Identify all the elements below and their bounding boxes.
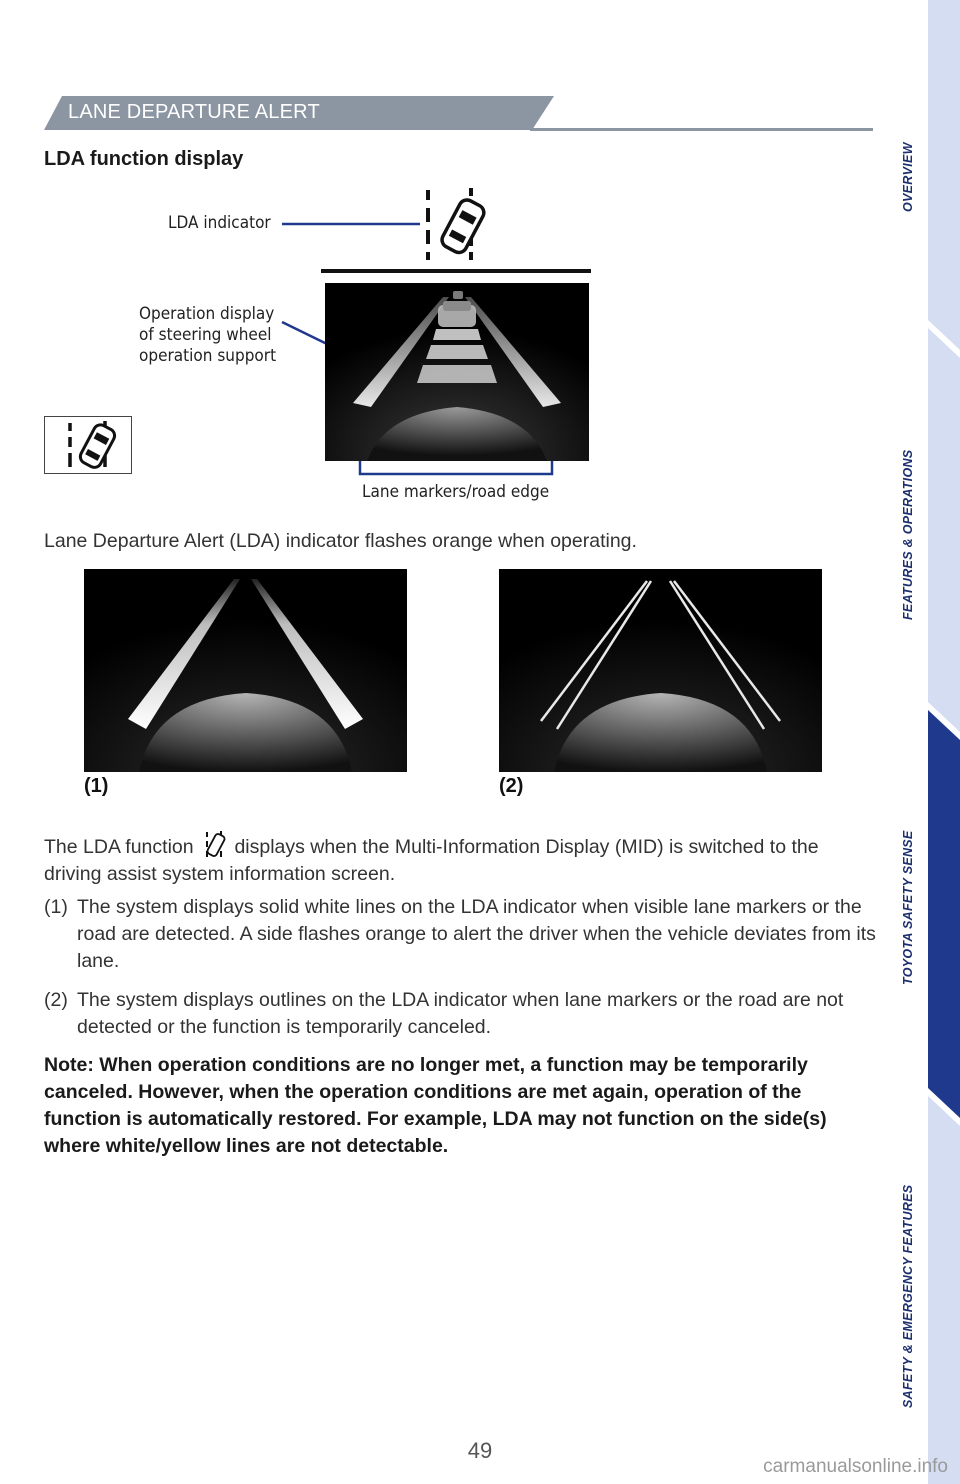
list-item: [44, 987, 880, 1041]
body-text-part1: The LDA function: [44, 836, 194, 858]
list-item: [44, 894, 880, 975]
page-number: 49: [467, 1438, 493, 1463]
section-title: LDA function display: [44, 148, 244, 170]
intro-paragraph: Lane Departure Alert (LDA) indicator flashes orange when operating.: [44, 530, 637, 552]
watermark: carmanualsonline.info: [763, 1456, 948, 1477]
nav-label-features[interactable]: FEATURES & OPERATIONS: [901, 449, 915, 620]
section-header-title: LANE DEPARTURE ALERT: [68, 101, 320, 123]
list-number: (1): [44, 896, 68, 918]
figure-solid-lines: [84, 569, 407, 772]
nav-tab-emergency: [928, 1096, 960, 1484]
lda-operation-display-image: [325, 283, 589, 461]
figure-outline-lines: [499, 569, 822, 772]
lda-outline-icon: [45, 417, 131, 473]
callout-operation-display: Operation display of steering wheel operation support: [139, 304, 277, 366]
note-paragraph: Note: When operation conditions are no longer met, a function may be temporarily canceled. However, when the operation conditions are met again, operation of the function is automatically restored. For example, LDA may not function on the side(s) where white/yellow lines are not detectable.: [44, 1054, 827, 1157]
figure-2-label: (2): [499, 775, 524, 797]
lda-indicator-icon: [428, 188, 487, 260]
list-text: The system displays solid white lines on the LDA indicator when visible lane markers or the road are detected. A side flashes orange to alert the driver when the vehicle deviates from its lane.: [77, 896, 876, 972]
body-text-part2: displays when the Multi-Information Display (MID) is switched to the driving assist system information screen.: [44, 836, 819, 885]
display-divider: [321, 269, 591, 273]
figure-1-label: (1): [84, 775, 109, 797]
nav-label-safety-sense[interactable]: TOYOTA SAFETY SENSE: [901, 830, 915, 985]
callout-lda-indicator: LDA indicator: [168, 213, 271, 233]
nav-label-overview[interactable]: OVERVIEW: [901, 142, 915, 212]
nav-tab-safety-sense: [928, 710, 960, 1118]
list-text: The system displays outlines on the LDA indicator when lane markers or the road are not detected or the function is temporarily canceled.: [77, 989, 844, 1038]
callout-lane-markers: Lane markers/road edge: [362, 482, 550, 502]
side-navigation: [928, 0, 960, 1484]
nav-label-emergency[interactable]: SAFETY & EMERGENCY FEATURES: [901, 1184, 915, 1408]
body-paragraph: [44, 829, 874, 888]
lda-indicator-outline-box: [44, 416, 132, 474]
lda-inline-icon: [199, 829, 229, 859]
nav-tab-overview: [928, 0, 960, 350]
list-number: (2): [44, 989, 68, 1011]
nav-tab-features: [928, 328, 960, 732]
